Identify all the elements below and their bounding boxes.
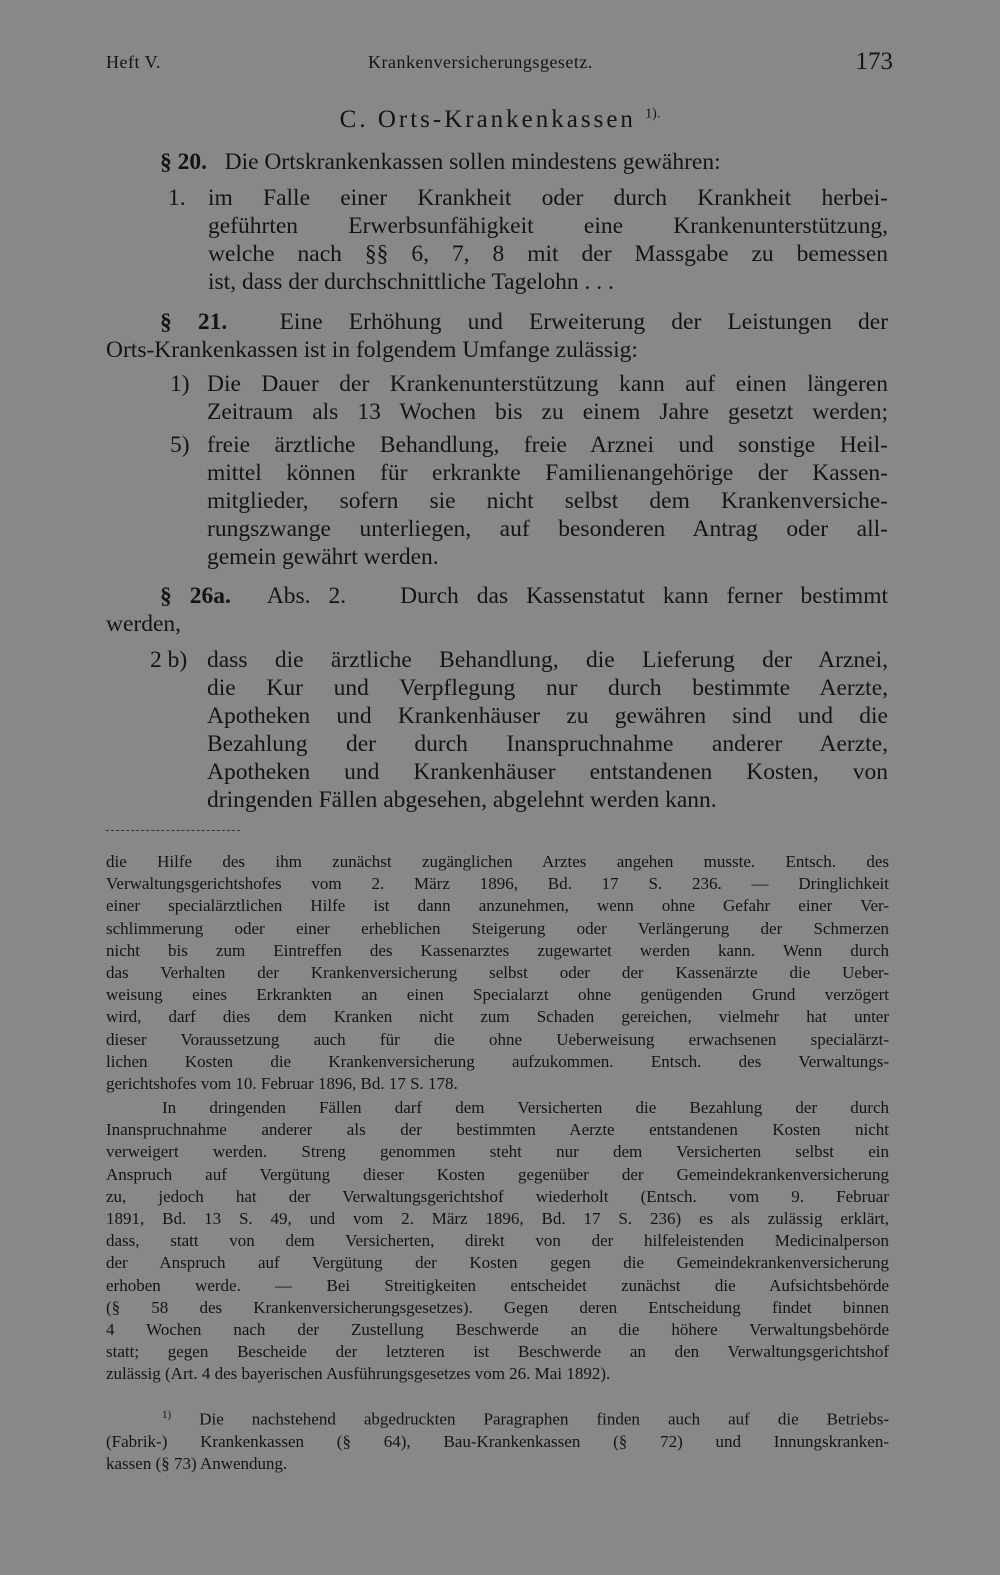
- footnote-block-1: [106, 851, 889, 1095]
- footnote-line: nicht bis zum Eintreffen des Kassenarztes zugewartet werden kann. Wenn durch: [106, 940, 889, 960]
- item-label: 1.: [168, 185, 186, 211]
- footnote-line: Inanspruchnahme anderer als der bestimmten Aerzte entstandenen Kosten nicht: [106, 1120, 889, 1140]
- item-label: 1): [170, 371, 190, 397]
- para-26a-line-6: dringenden Fällen abgesehen, abgelehnt werden kann.: [207, 787, 717, 813]
- para-26a-line-1: dass die ärztliche Behandlung, die Lieferung der Arznei,: [207, 647, 888, 673]
- footnote-line: dieser Voraussetzung auch für die ohne Ueberweisung erwachsenen specialärzt-: [106, 1029, 889, 1049]
- footnote-line: erhoben werde. — Bei Streitigkeiten entscheidet zunächst die Aufsichtsbehörde: [106, 1275, 889, 1295]
- footnote-1-line-1: [106, 1404, 889, 1431]
- footnote-line: wird, darf dies dem Kranken nicht zum Schaden gereichen, vielmehr hat unter: [106, 1007, 889, 1027]
- footnote-line: lichen Kosten die Krankenversicherung aufzukommen. Entsch. des Verwaltungs-: [106, 1051, 889, 1071]
- section-title: [0, 106, 1000, 134]
- para-26a-line-3: Apotheken und Krankenhäuser zu gewähren sind und die: [207, 703, 888, 729]
- section-title-text: C. Orts-Krankenkassen: [339, 106, 636, 133]
- footnote-block-2: [106, 1097, 889, 1386]
- para-26a-line-4: Bezahlung der durch Inanspruchnahme anderer Aerzte,: [207, 731, 888, 757]
- footnote-line: zu, jedoch hat der Verwaltungsgerichtshof wiederholt (Entsch. vom 9. Februar: [106, 1186, 889, 1206]
- footnote-line: schlimmerung oder einer erheblichen Steigerung oder Verlängerung der Schmerzen: [106, 918, 889, 938]
- para-21-first-text: Eine Erhöhung und Erweiterung der Leistungen der: [279, 309, 889, 335]
- para-26a-line-2: die Kur und Verpflegung nur durch bestimmte Aerzte,: [207, 675, 888, 701]
- para-26a-intro: [106, 582, 888, 638]
- item-label: 2 b): [150, 647, 188, 673]
- footnote-1-marker: 1): [162, 1409, 172, 1421]
- footnote-line: Anspruch auf Vergütung dieser Kosten gegenüber der Gemeindekrankenversicherung: [106, 1164, 889, 1184]
- footnote-line: die Hilfe des ihm zunächst zugänglichen Arztes angehen musste. Entsch. des: [106, 852, 889, 871]
- para-21-item-5-line-4: rungszwange unterliegen, auf besonderen Antrag oder all-: [207, 516, 888, 542]
- footnote-line: einer specialärztlichen Hilfe ist dann anzunehmen, wenn ohne Gefahr einer Ver-: [106, 896, 889, 916]
- footnote-line: (§ 58 des Krankenversicherungsgesetzes). Gegen deren Entscheidung findet binnen: [106, 1297, 889, 1317]
- para-21-first-line: [106, 308, 888, 336]
- page-number: 173: [855, 48, 893, 75]
- para-21-item-5-line-1: freie ärztliche Behandlung, freie Arznei und sonstige Heil-: [207, 432, 888, 458]
- footnote-line: 4 Wochen nach der Zustellung Beschwerde an die höhere Verwaltungsbehörde: [106, 1320, 889, 1340]
- footnote-line: das Verhalten der Krankenversicherung selbst oder der Kassenärzte die Ueber-: [106, 963, 889, 983]
- footnote-marker: 1).: [645, 106, 661, 122]
- footnote-line: dass, statt von dem Versicherten, direkt von der hilfeleistenden Medicinalperson: [106, 1231, 889, 1251]
- para-21-item-5-line-3: mitglieder, sofern sie nicht selbst dem Krankenversiche-: [207, 488, 888, 514]
- footnote-line: Verwaltungsgerichtshofes vom 2. März 1896, Bd. 17 S. 236. — Dringlichkeit: [106, 874, 889, 894]
- footnote-line: (Fabrik-) Krankenkassen (§ 64), Bau-Krankenkassen (§ 72) und Innungskranken-: [106, 1431, 889, 1451]
- para-20-lead: [160, 148, 865, 176]
- para-20-line-4: ist, dass der durchschnittliche Tagelohn . . .: [208, 269, 614, 295]
- footnote-line: In dringenden Fällen darf dem Versicherten die Bezahlung der durch: [162, 1098, 889, 1117]
- footnote-line: weisung eines Erkrankten an einen Specialarzt ohne genügenden Grund verzögert: [106, 985, 889, 1005]
- para-26a-line-5: Apotheken und Krankenhäuser entstandenen Kosten, von: [207, 759, 888, 785]
- para-21-ref: § 21.: [160, 309, 228, 335]
- para-20-lead-text: Die Ortskrankenkassen sollen mindestens gewähren:: [224, 149, 721, 175]
- para-21-item-5-line-5: gemein gewährt werden.: [207, 544, 439, 570]
- footnote-line: kassen (§ 73) Anwendung.: [106, 1454, 288, 1474]
- footnote-line: der Anspruch auf Vergütung der Kosten gegen die Gemeindekrankenversicherung: [106, 1253, 889, 1273]
- para-26a-ref: § 26a.: [160, 583, 231, 609]
- para-21-item-1-line-2: Zeitraum als 13 Wochen bis zu einem Jahre gesetzt werden;: [207, 399, 888, 425]
- footnote-line: verweigert werden. Streng genommen steht nur dem Versicherten selbst ein: [106, 1142, 889, 1162]
- footnote-line: statt; gegen Bescheide der letzteren ist Beschwerde an den Verwaltungsgerichtshof: [106, 1342, 889, 1362]
- header-title: Krankenversicherungsgesetz.: [368, 52, 593, 72]
- para-26a-first-text: Durch das Kassenstatut kann ferner bestimmt: [400, 583, 889, 609]
- para-20-line-1: im Falle einer Krankheit oder durch Krankheit herbei-: [208, 185, 888, 211]
- para-21-intro: [106, 308, 888, 364]
- para-26a-abs: Abs. 2.: [266, 583, 347, 609]
- para-21-item-5-line-2: mittel können für erkrankte Familienangehörige der Kassen-: [207, 460, 888, 486]
- para-20-line-2: geführten Erwerbsunfähigkeit eine Krankenunterstützung,: [208, 213, 888, 239]
- header-left: Heft V.: [106, 52, 161, 72]
- item-label: 5): [170, 432, 190, 458]
- footnote-line: 1891, Bd. 13 S. 49, und vom 2. März 1896, Bd. 17 S. 236) es als zulässig erklärt,: [106, 1209, 889, 1229]
- para-26a-second-line: werden,: [106, 611, 182, 637]
- para-20-line-3: welche nach §§ 6, 7, 8 mit der Massgabe zu bemessen: [208, 241, 888, 267]
- footnote-line: gerichtshofes vom 10. Februar 1896, Bd. 17 S. 178.: [106, 1074, 458, 1094]
- footnote-separator: [106, 830, 240, 831]
- para-21-second-line: Orts-Krankenkassen ist in folgendem Umfange zulässig:: [106, 337, 638, 363]
- footnote-1: [106, 1404, 889, 1475]
- para-26a-first-line: [106, 582, 888, 610]
- para-20-ref: § 20.: [160, 149, 207, 175]
- para-21-item-1-line-1: Die Dauer der Krankenunterstützung kann auf einen längeren: [207, 371, 888, 397]
- footnote-line: zulässig (Art. 4 des bayerischen Ausführungsgesetzes vom 26. Mai 1892).: [106, 1364, 611, 1384]
- footnote-1-text: Die nachstehend abgedruckten Paragraphen finden auch auf die Betriebs-: [199, 1409, 889, 1429]
- running-header: [106, 48, 893, 88]
